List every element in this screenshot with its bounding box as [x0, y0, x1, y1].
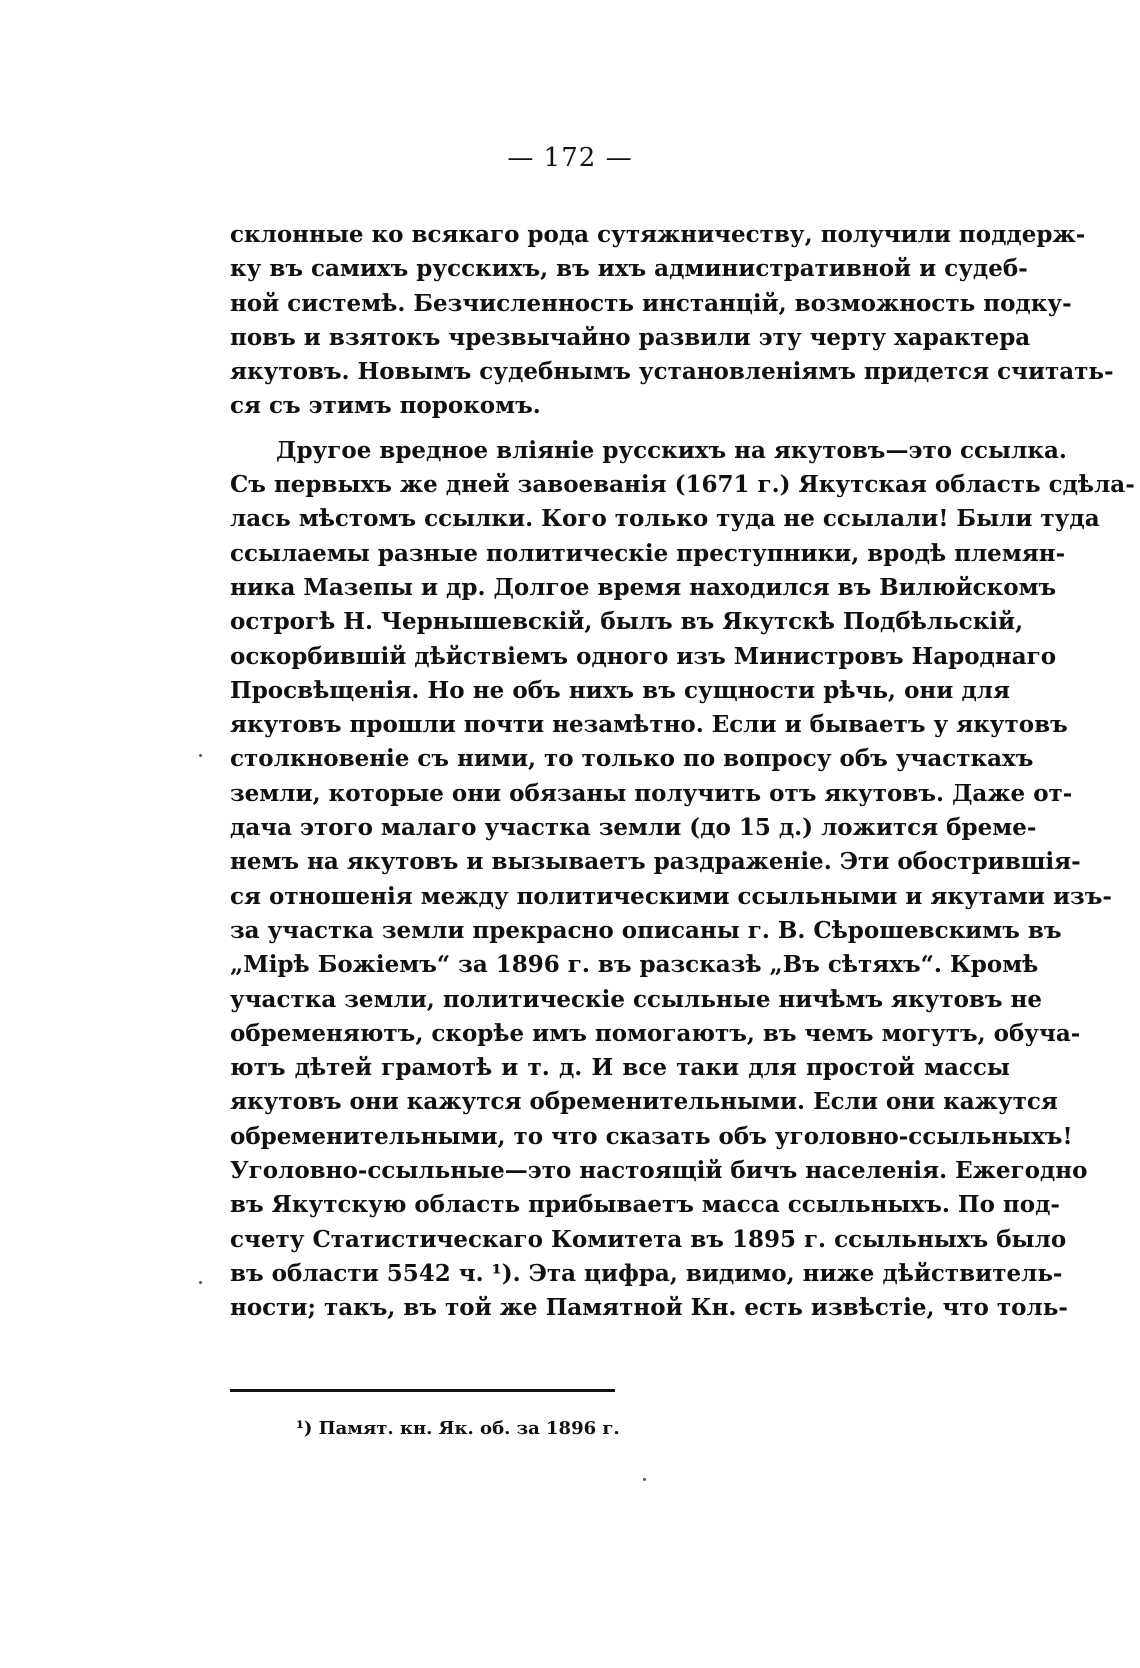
text-line: ку въ самихъ русскихъ, въ ихъ административной и судеб-	[230, 255, 1028, 283]
text-line: ссылаемы разные политическіе преступники, вродѣ племян-	[230, 539, 1066, 567]
text-line: счету Статистическаго Комитета въ 1895 г. ссыльныхъ было	[230, 1225, 1067, 1253]
text-line: дача этого малаго участка земли (до 15 д.) ложится бреме-	[230, 814, 1037, 842]
text-line: немъ на якутовъ и вызываетъ раздраженіе. Эти обострившія-	[230, 848, 1081, 876]
text-line: ся съ этимъ порокомъ.	[230, 392, 541, 420]
text-line: ности; такъ, въ той же Памятной Кн. есть извѣстіе, что толь-	[230, 1294, 1068, 1322]
text-line: Просвѣщенія. Но не объ нихъ въ сущности рѣчь, они для	[230, 676, 1010, 704]
footnote-divider	[230, 1389, 615, 1392]
text-line: за участка земли прекрасно описаны г. В. Сѣрошевскимъ въ	[230, 916, 1062, 944]
body-text	[230, 218, 1135, 1326]
text-line: „Мірѣ Божіемъ“ за 1896 г. въ разсказѣ „Въ сѣтяхъ“. Кромѣ	[230, 951, 1039, 979]
print-speck	[199, 1281, 202, 1284]
text-line: въ области 5542 ч. ¹). Эта цифра, видимо, ниже дѣйствитель-	[230, 1259, 1063, 1287]
text-line: Уголовно-ссыльные—это настоящій бичъ населенія. Ежегодно	[230, 1157, 1088, 1185]
text-line: острогѣ Н. Чернышевскій, былъ въ Якутскѣ Подбѣльскій,	[230, 608, 1024, 636]
text-line: обременительными, то что сказать объ уголовно-ссыльныхъ!	[230, 1122, 1073, 1150]
text-line: ника Мазепы и др. Долгое время находился въ Вилюйскомъ	[230, 573, 1057, 601]
text-line: столкновеніе съ ними, то только по вопросу объ участкахъ	[230, 745, 1034, 773]
text-line: оскорбившій дѣйствіемъ одного изъ Министровъ Народнаго	[230, 642, 1057, 670]
page-number: — 172 —	[507, 143, 633, 173]
footnote: ¹) Памят. кн. Як. об. за 1896 г.	[296, 1418, 620, 1439]
text-line: земли, которые они обязаны получить отъ якутовъ. Даже от-	[230, 779, 1073, 807]
text-line: якутовъ. Новымъ судебнымъ установленіямъ придется считать-	[230, 358, 1114, 386]
text-line: склонные ко всякаго рода сутяжничеству, получили поддерж-	[230, 221, 1086, 248]
text-line: въ Якутскую область прибываетъ масса ссыльныхъ. По под-	[230, 1191, 1060, 1219]
text-line: ся отношенія между политическими ссыльными и якутами изъ-	[230, 882, 1112, 910]
text-line: ютъ дѣтей грамотѣ и т. д. И все таки для простой массы	[230, 1054, 1010, 1082]
print-speck	[199, 754, 202, 757]
text-line: якутовъ прошли почти незамѣтно. Если и бываетъ у якутовъ	[230, 711, 1068, 739]
print-speck	[643, 1478, 646, 1481]
text-line: якутовъ они кажутся обременительными. Если они кажутся	[230, 1088, 1058, 1116]
text-line: Съ первыхъ же дней завоеванія (1671 г.) Якутская область сдѣла-	[230, 471, 1135, 499]
paragraph-gap	[230, 424, 1010, 434]
text-line: участка земли, политическіе ссыльные ничѣмъ якутовъ не	[230, 985, 1043, 1013]
text-line: ной системѣ. Безчисленность инстанцій, возможность подку-	[230, 289, 1072, 317]
text-line: лась мѣстомъ ссылки. Кого только туда не ссылали! Были туда	[230, 505, 1100, 533]
text-line: повъ и взятокъ чрезвычайно развили эту черту характера	[230, 323, 1031, 351]
text-line: Другое вредное вліяніе русскихъ на якутовъ—это ссылка.	[276, 436, 1067, 464]
text-line: обременяютъ, скорѣе имъ помогаютъ, въ чемъ могутъ, обуча-	[230, 1019, 1081, 1047]
